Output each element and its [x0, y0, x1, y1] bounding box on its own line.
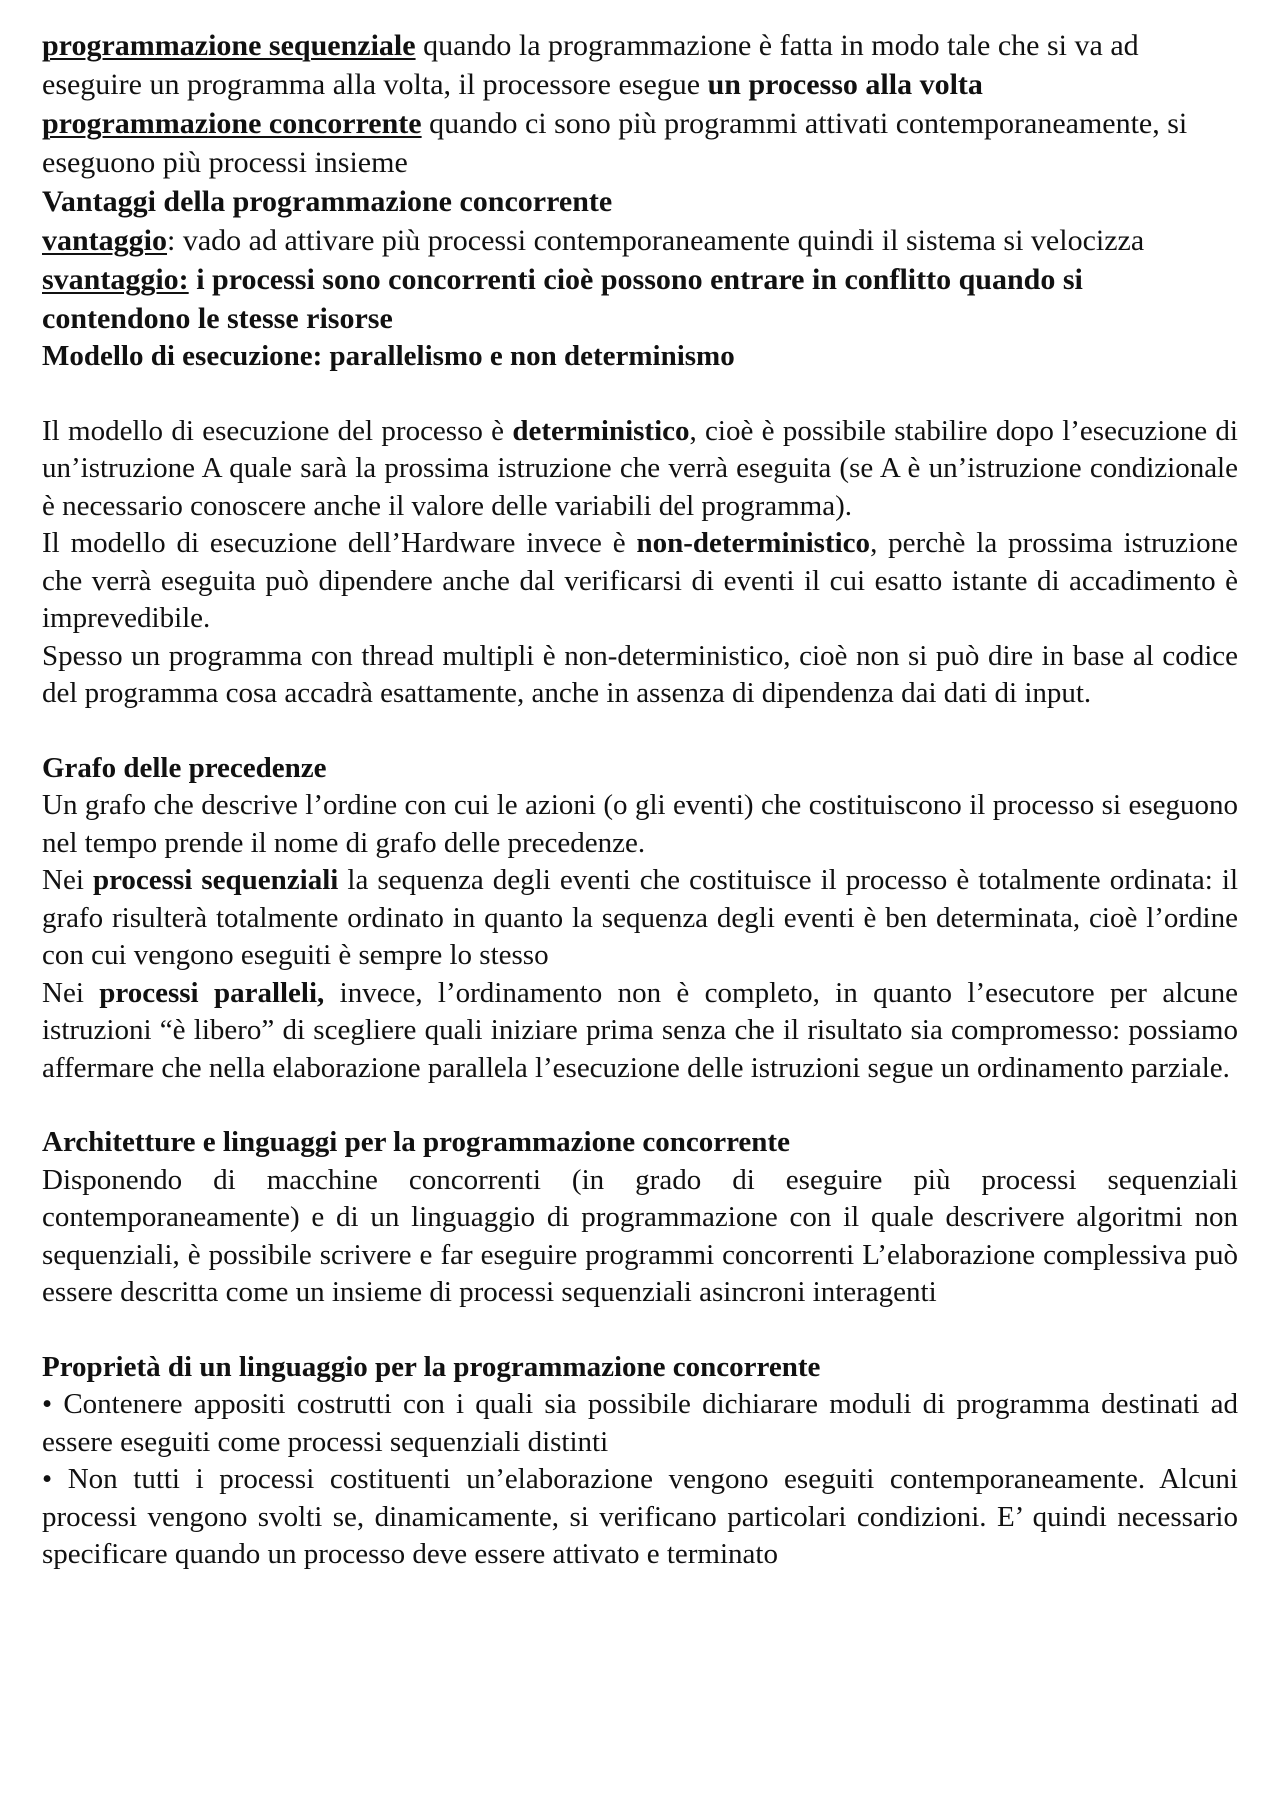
disadvantage-text: i processi sono concorrenti cioè possono entrare in conflitto quando si contendono le stesse risorse: [42, 263, 1083, 335]
execution-model-paragraph-1: [42, 413, 1238, 526]
bold-term: deterministico: [512, 414, 690, 447]
text-run: invece, l’ordinamento non è completo, in quanto l’esecutore per alcune istruzioni “è libero” di scegliere quali iniziare prima senza che il risultato sia compromesso: possiamo affermare che nella elaborazione parallela l’esecuzione delle istruzioni segue un ordinamento parziale.: [42, 976, 1238, 1084]
spacer: [42, 376, 1238, 413]
bold-term: processi paralleli,: [99, 976, 325, 1009]
precedence-graph-heading: Grafo delle precedenze: [42, 751, 327, 784]
advantage-label: vantaggio: [42, 224, 168, 257]
intro-section: [42, 26, 1238, 338]
execution-model-paragraph-2: [42, 525, 1238, 638]
text-run: Il modello di esecuzione dell’Hardware invece è: [42, 527, 637, 559]
sequential-definition: [42, 26, 1238, 104]
text-run: Nei: [42, 864, 93, 896]
advantage-text: : vado ad attivare più processi contemporaneamente quindi il sistema si velocizza: [167, 224, 1145, 257]
concurrent-text: quando ci sono più programmi attivati contemporaneamente, si eseguono più processi insieme: [42, 107, 1188, 179]
disadvantage-line: [42, 260, 1238, 338]
concurrent-term: programmazione concorrente: [42, 107, 422, 140]
sequential-term: programmazione sequenziale: [42, 29, 416, 62]
precedence-graph-paragraph-1: Un grafo che descrive l’ordine con cui le azioni (o gli eventi) che costituiscono il processo si eseguono nel tempo prende il nome di grafo delle precedenze.: [42, 789, 1238, 859]
execution-model-paragraph-3: Spesso un programma con thread multipli è non-deterministico, cioè non si può dire in base al codice del programma cosa accadrà esattamente, anche in assenza di dipendenza dai dati di input.: [42, 639, 1238, 709]
concurrent-definition: [42, 104, 1238, 182]
architectures-paragraph: Disponendo di macchine concorrenti (in grado di eseguire più processi sequenziali contemporaneamente) e di un linguaggio di programmazione con il quale descrivere algoritmi non sequenziali, è possibile scrivere e far eseguire programmi concorrenti L’elaborazione complessiva può essere descritta come un insieme di processi sequenziali asincroni interagenti: [42, 1163, 1238, 1308]
execution-model-heading: Modello di esecuzione: parallelismo e non determinismo: [42, 340, 735, 372]
bold-term: non-deterministico: [636, 527, 871, 559]
precedence-graph-paragraph-2: [42, 862, 1238, 975]
spacer: [42, 1087, 1238, 1124]
advantages-heading: Vantaggi della programmazione concorrente: [42, 185, 613, 218]
text-run: , cioè è possibile stabilire dopo l’esecuzione di un’istruzione A quale sarà la prossima istruzione che verrà eseguita (se A è un’istruzione condizionale è necessario conoscere anche il valore delle variabili del programma).: [42, 414, 1238, 522]
advantage-line: [42, 221, 1238, 260]
spacer: [42, 713, 1238, 750]
disadvantage-label: svantaggio:: [42, 263, 189, 296]
language-property-bullet-1: • Contenere appositi costrutti con i quali sia possibile dichiarare moduli di programma destinati ad essere eseguiti come processi sequenziali distinti: [42, 1388, 1238, 1458]
text-run: la sequenza degli eventi che costituisce il processo è totalmente ordinata: il grafo risulterà totalmente ordinato in quanto la sequenza degli eventi è ben determinata, cioè l’ordine con cui vengono eseguiti è sempre lo stesso: [42, 864, 1239, 971]
text-run: Il modello di esecuzione del processo è: [42, 414, 513, 447]
text-run: Nei: [42, 976, 100, 1009]
spacer: [42, 1312, 1238, 1349]
architectures-heading: Architetture e linguaggi per la programmazione concorrente: [42, 1126, 790, 1158]
text-run: , perchè la prossima istruzione che verrà eseguita può dipendere anche dal verificarsi di eventi il cui esatto istante di accadimento è imprevedibile.: [42, 527, 1238, 634]
language-property-bullet-2: • Non tutti i processi costituenti un’elaborazione vengono eseguiti contemporaneamente. Alcuni processi vengono svolti se, dinamicamente, si verificano particolari condizioni. E’ quindi necessario specificare quando un processo deve essere attivato e terminato: [42, 1463, 1238, 1570]
sequential-text: quando la programmazione è fatta in modo tale che si va ad eseguire un programma alla volta, il processore esegue: [42, 29, 1139, 101]
sequential-bold: un processo alla volta: [707, 68, 983, 101]
bold-term: processi sequenziali: [92, 864, 339, 896]
language-properties-heading: Proprietà di un linguaggio per la programmazione concorrente: [42, 1350, 821, 1383]
precedence-graph-paragraph-3: [42, 975, 1238, 1088]
